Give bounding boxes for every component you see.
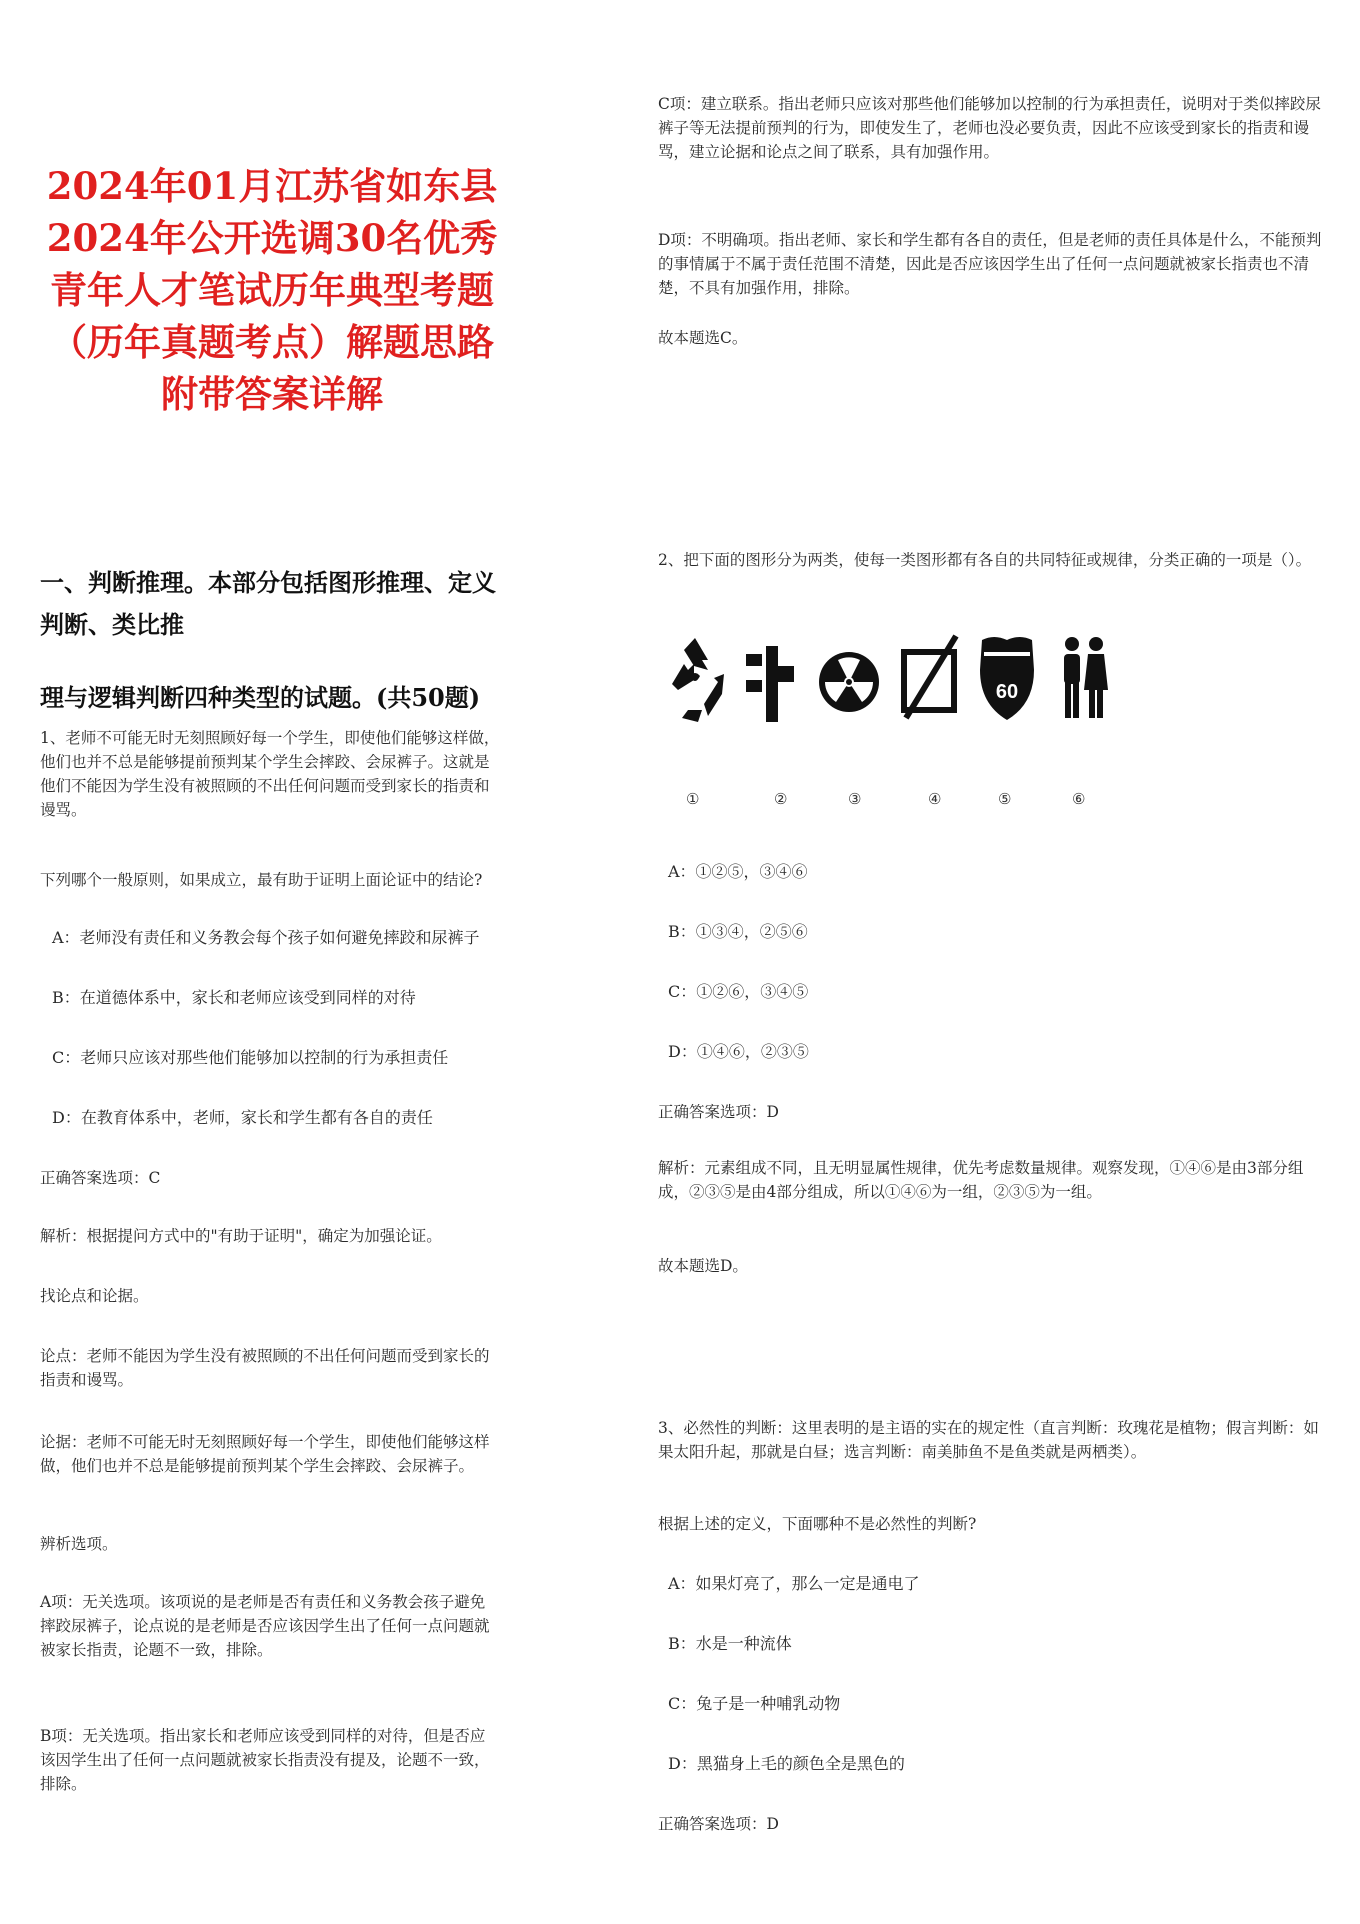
q1-option-b: B：在道德体系中，家长和老师应该受到同样的对待 [52,988,416,1007]
q3-stem: 3、必然性的判断：这里表明的是主语的实在的规定性（直言判断：玫瑰花是植物；假言判断：如果太阳升起，那就是白昼；选言判断：南美肺鱼不是鱼类就是两栖类）。 [658,1419,1319,1461]
section-heading [40,562,510,719]
q1-analysis-3: 论点：老师不能因为学生没有被照顾的不出任何问题而受到家长的指责和谩骂。 [40,1347,490,1389]
q2-answer: 正确答案选项：D [658,1103,779,1121]
figure-number-4: ④ [928,790,942,808]
highway-60-sign-icon [976,630,1038,726]
q2-option-b: B：①③④，②⑤⑥ [668,922,808,941]
q3-option-c: C：兔子是一种哺乳动物 [668,1694,841,1713]
figure-number-2: ② [774,790,788,808]
q1-analysis-2: 找论点和论据。 [40,1287,149,1305]
q1-analysis-1: 解析：根据提问方式中的"有助于证明"，确定为加强论证。 [40,1227,442,1245]
q3-option-b: B：水是一种流体 [668,1634,792,1653]
q2-stem: 2、把下面的图形分为两类，使每一类图形都有各自的共同特征或规律，分类正确的一项是（）。 [658,551,1312,569]
highway-sign-number: 60 [995,681,1019,703]
document-title: 2024年01月江苏省如东县2024年公开选调30名优秀青年人才笔试历年典型考题（历年真题考点）解题思路附带答案详解 [46,164,498,416]
radiation-icon [818,630,880,726]
q1-analysis-d: D项：不明确项。指出老师、家长和学生都有各自的责任，但是老师的责任具体是什么，不能预判的事情属于不属于责任范围不清楚，因此是否应该因学生出了任何一点问题就被家长指责也不清楚，不具有加强作用，排除。 [658,231,1322,297]
q3-question: 根据上述的定义，下面哪种不是必然性的判断? [658,1515,977,1533]
q1-analysis-b: B项：无关选项。指出家长和老师应该受到同样的对待，但是否应该因学生出了任何一点问题就被家长指责没有提及，论题不一致，排除。 [40,1727,490,1793]
q3-option-d: D：黑猫身上毛的颜色全是黑色的 [668,1754,905,1773]
q1-stem: 1、老师不可能无时无刻照顾好每一个学生，即使他们能够这样做，他们也并不总是能够提前预判某个学生会摔跤、会尿裤子。这就是他们不能因为学生没有被照顾的不出任何问题而受到家长的指责和谩骂。 [40,729,500,819]
q1-analysis-c: C项：建立联系。指出老师只应该对那些他们能够加以控制的行为承担责任，说明对于类似摔跤尿裤子等无法提前预判的行为，即使发生了，老师也没必要负责，因此不应该受到家长的指责和谩骂，建立论据和论点之间了联系，具有加强作用。 [658,95,1321,161]
q1-conclusion: 故本题选C。 [658,329,748,347]
q2-conclusion: 故本题选D。 [658,1257,748,1275]
two-people-icon [1052,630,1114,726]
q2-figure-row [660,630,1120,760]
q1-answer: 正确答案选项：C [40,1169,161,1187]
q1-analysis-5: 辨析选项。 [40,1535,118,1553]
q2-option-d: D：①④⑥，②③⑤ [668,1042,809,1061]
q3-answer: 正确答案选项：D [658,1815,779,1833]
q1-analysis-a: A项：无关选项。该项说的是老师是否有责任和义务教会孩子避免摔跤尿裤子，论点说的是老师是否应该因学生出了任何一点问题就被家长指责，论题不一致，排除。 [40,1593,490,1659]
figure-number-3: ③ [848,790,862,808]
q1-question: 下列哪个一般原则，如果成立，最有助于证明上面论证中的结论? [40,871,483,889]
recycle-icon [664,630,726,726]
q2-analysis: 解析：元素组成不同，且无明显属性规律，优先考虑数量规律。观察发现，①④⑥是由3部分组成，②③⑤是由4部分组成，所以①④⑥为一组，②③⑤为一组。 [658,1159,1304,1201]
q1-option-a: A：老师没有责任和义务教会每个孩子如何避免摔跤和尿裤子 [52,928,480,947]
figure-number-1: ① [686,790,700,808]
figure-number-6: ⑥ [1072,790,1086,808]
figure-number-5: ⑤ [998,790,1012,808]
q1-analysis-4: 论据：老师不可能无时无刻照顾好每一个学生，即使他们能够这样做，他们也并不总是能够提前预判某个学生会摔跤、会尿裤子。 [40,1433,490,1475]
q2-option-a: A：①②⑤，③④⑥ [668,862,808,881]
q2-option-c: C：①②⑥，③④⑤ [668,982,809,1001]
q3-option-a: A：如果灯亮了，那么一定是通电了 [668,1574,920,1593]
section-heading-line2: 理与逻辑判断四种类型的试题。(共50题) [40,683,481,712]
q1-option-c: C：老师只应该对那些他们能够加以控制的行为承担责任 [52,1048,449,1067]
plug-icon [740,630,802,726]
slashed-square-icon [898,630,960,726]
q1-option-d: D：在教育体系中，老师，家长和学生都有各自的责任 [52,1108,433,1127]
section-heading-line1: 一、判断推理。本部分包括图形推理、定义判断、类比推 [40,568,496,639]
